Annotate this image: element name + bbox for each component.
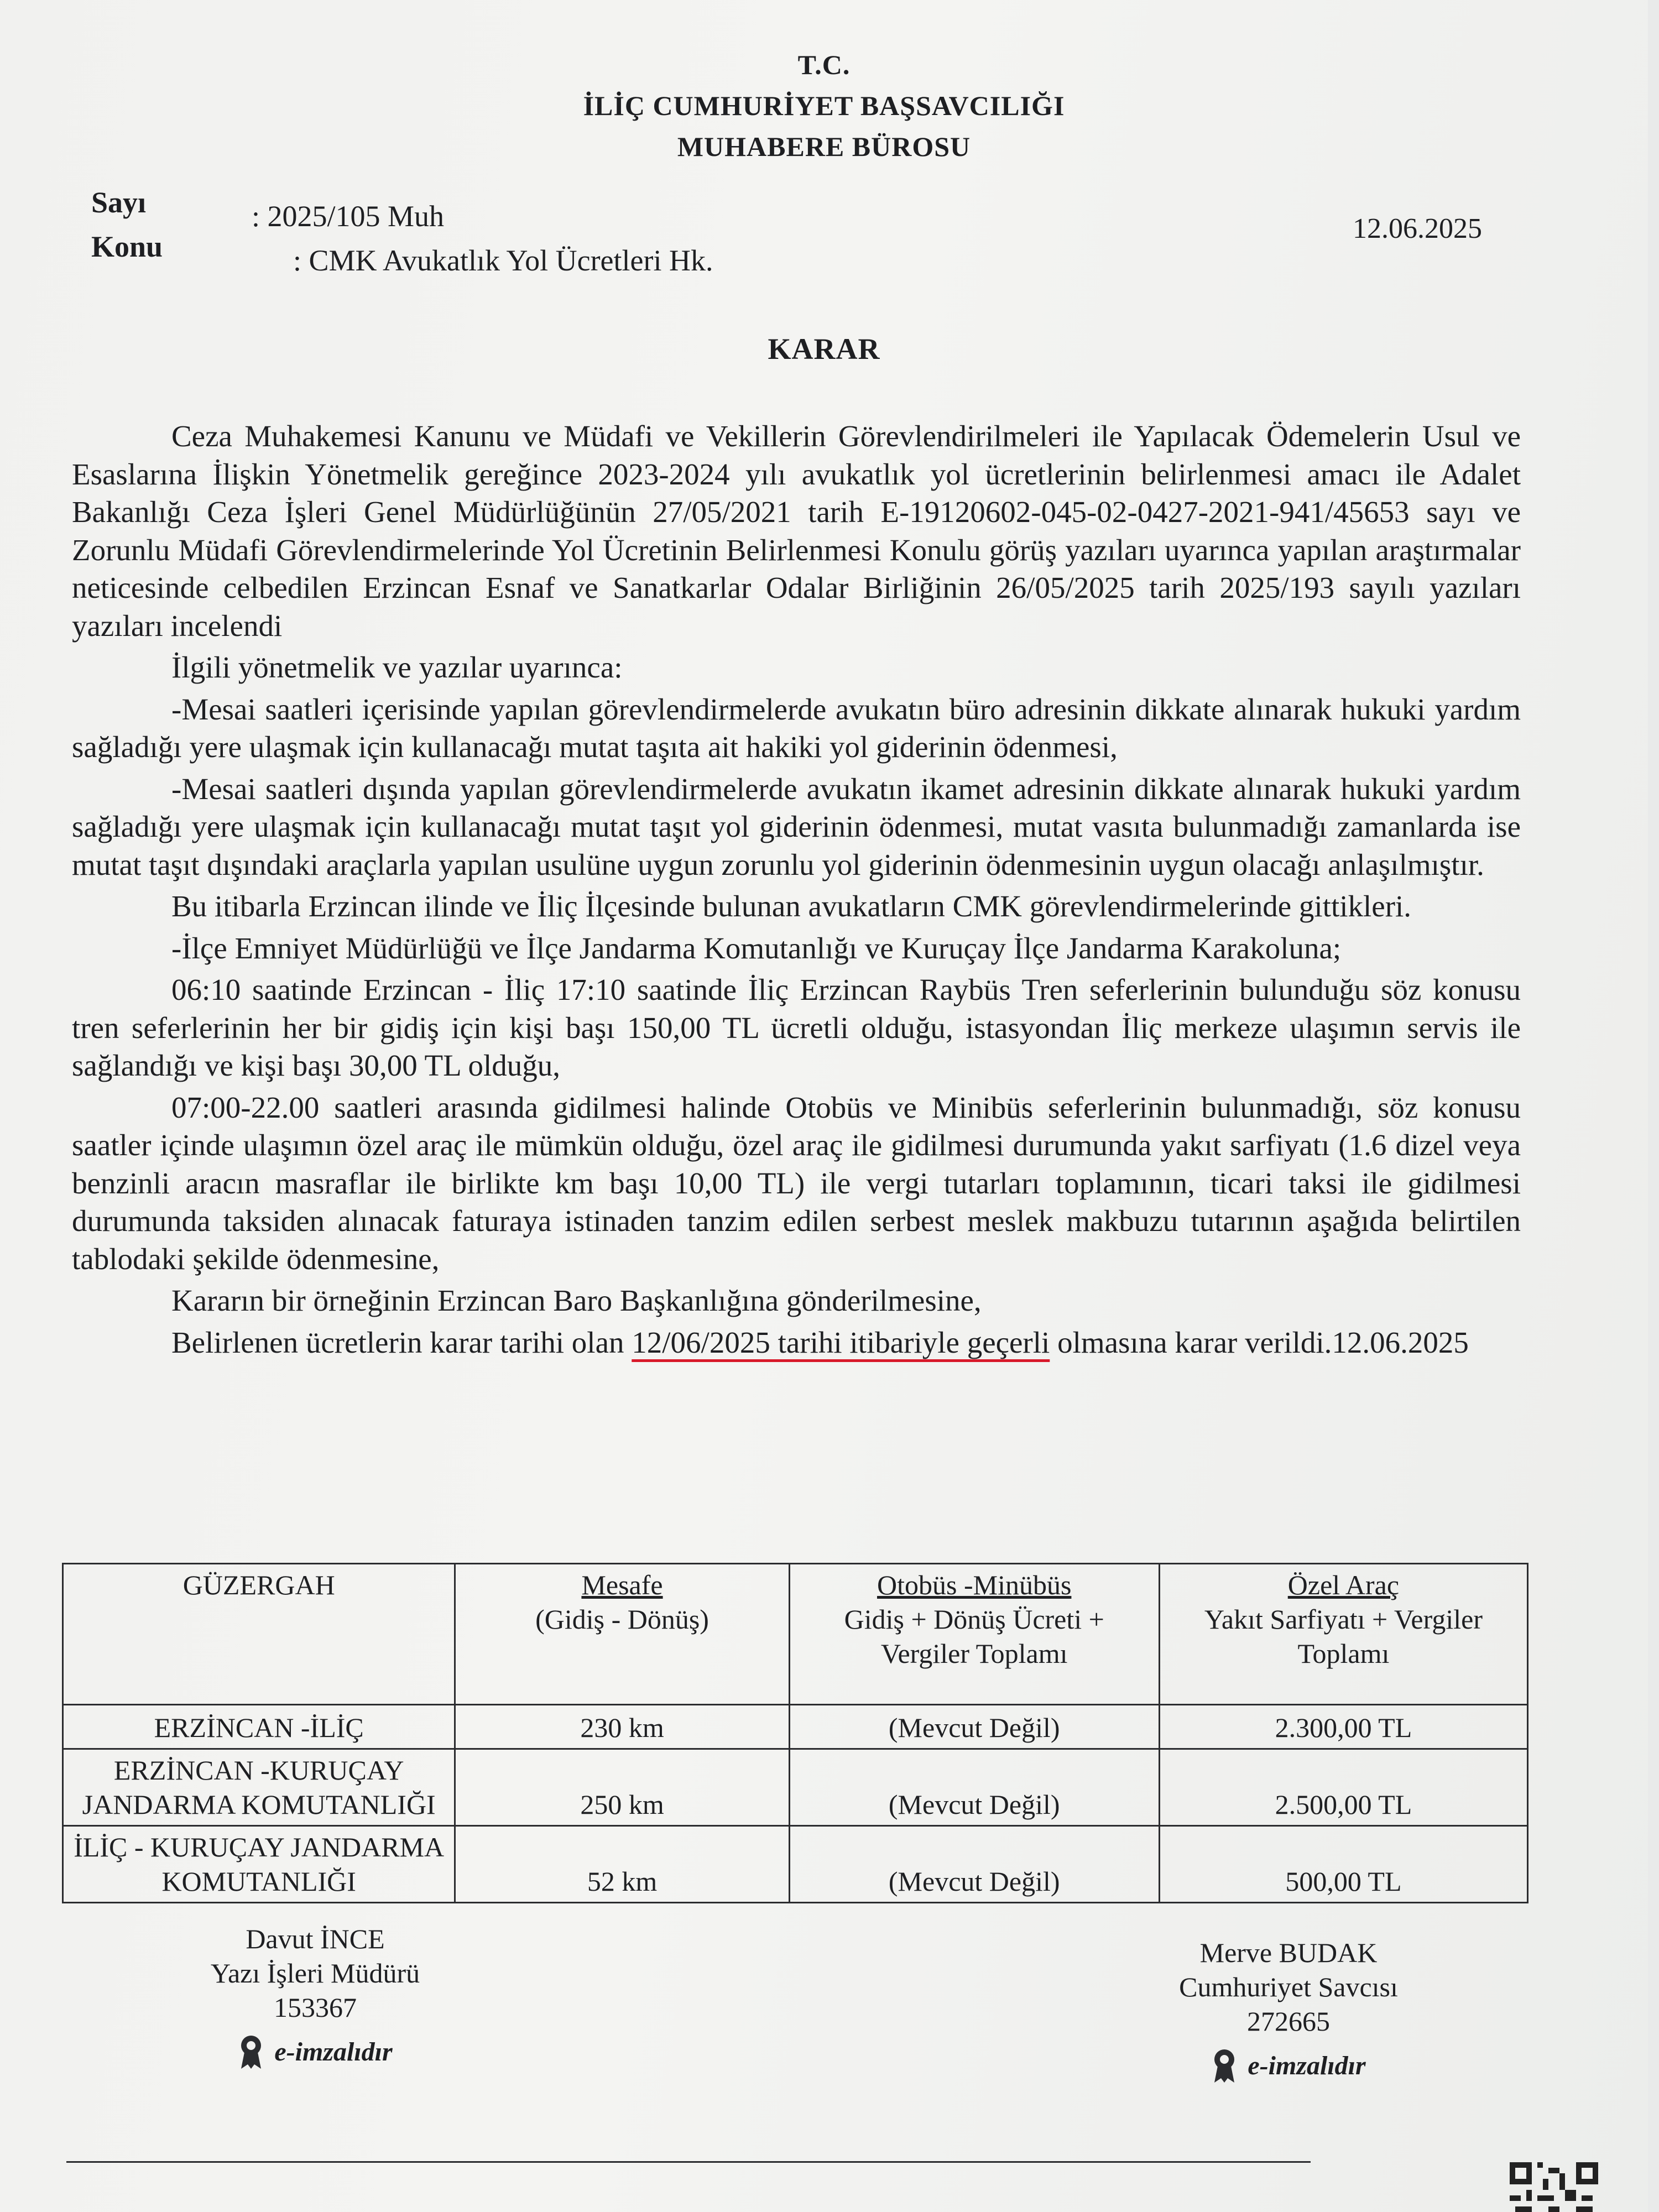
- esignature-mark: e-imzalıdır: [1156, 2048, 1421, 2084]
- cell-bus: (Mevcut Değil): [789, 1826, 1159, 1903]
- paragraph-train: 06:10 saatinde Erzincan - İliç 17:10 saatinde İliç Erzincan Raybüs Tren seferlerinin bulunduğu söz konusu tren seferlerinin her bir gidiş için kişi başı 150,00 TL ücretli olduğu, istasyondan İliç merkeze ulaşımın servis ile sağlandığı ve kişi başı 30,00 TL olduğu,: [72, 973, 1521, 1082]
- cell-distance: 250 km: [455, 1749, 789, 1826]
- paragraph-bar: Kararın bir örneğinin Erzincan Baro Başkanlığına gönderilmesine,: [171, 1284, 982, 1317]
- validity-date-highlight: 12/06/2025 tarihi itibariyle geçerli: [632, 1325, 1050, 1359]
- table-row: [63, 1826, 1528, 1903]
- header-route: GÜZERGAH: [63, 1564, 455, 1705]
- fee-table: [62, 1563, 1528, 1903]
- signer-name: Davut İNCE: [246, 1923, 385, 1954]
- paragraph-lawyers: Bu itibarla Erzincan ilinde ve İliç İlçesinde bulunan avukatların CMK görevlendirmelerinde gittikleri.: [171, 889, 1412, 923]
- paragraph-car: 07:00-22.00 saatleri arasında gidilmesi halinde Otobüs ve Minibüs seferlerinin bulunmadığı, söz konusu saatler içinde ulaşımın özel araç ile mümkün olduğu, özel araç ile gidilmesi durumunda yakıt sarfiyatı (1.6 dizel veya benzinli aracın masraflar ile birlikte km başı 10,00 TL) ile vergi tutarları toplamının, ticari taksi ile gidilmesi durumunda taksiden alınacak faturaya istinaden tanzim edilen serbest meslek makbuzu tutarının aşağıda belirtilen tablodaki şekilde ödenmesine,: [72, 1090, 1521, 1276]
- cell-bus: (Mevcut Değil): [789, 1749, 1159, 1826]
- table-row: [63, 1705, 1528, 1749]
- sayi-value: : 2025/105 Muh: [252, 200, 445, 233]
- qr-code-icon: [1510, 2162, 1598, 2212]
- paragraph-intro: Ceza Muhakemesi Kanunu ve Müdafi ve Vekillerin Görevlendirilmeleri ile Yapılacak Ödemelerin Usul ve Esaslarına İlişkin Yönetmelik gereğince 2023-2024 yılı avukatlık yol ücretlerinin belirlenmesi amacı ile Adalet Bakanlığı Ceza İşleri Genel Müdürlüğünün 27/05/2021 tarih E-19120602-045-02-0427-2021-941/45653 sayı ve Zorunlu Müdafi Görevlendirmelerinde Yol Ücretinin Belirlenmesi Konulu görüş yazıları uyarınca yapılan araştırmalar neticesinde celbedilen Erzincan Esnaf ve Sanatkarlar Odalar Birliğinin 26/05/2025 tarih 2025/193 sayılı yazıları yazıları incelendi: [72, 419, 1521, 643]
- signature-right: [1156, 1936, 1421, 2084]
- cell-distance: 52 km: [455, 1826, 789, 1903]
- paragraph-after-hours: -Mesai saatleri dışında yapılan görevlendirmelerde avukatın ikamet adresinin dikkate alınarak hukuki yardım sağladığı yere ulaşmak için kullanacağı mutat taşıt yol giderinin ödenmesi, mutat vasıta bulunmadığı zamanlarda ise mutat taşıt dışındaki araçlarla yapılan usulüne uygun zorunlu yol giderinin ödenmesinin uygun olacağı anlaşılmıştır.: [72, 771, 1521, 881]
- signer-number: 272665: [1247, 2006, 1330, 2037]
- paragraph-regulations: İlgili yönetmelik ve yazılar uyarınca:: [171, 650, 623, 684]
- paragraph-validity: Belirlenen ücretlerin karar tarihi olan 12/06/2025 tarihi itibariyle geçerli olmasına karar verildi.12.06.2025: [171, 1325, 1469, 1359]
- decision-title: KARAR: [768, 332, 880, 366]
- cell-car: 500,00 TL: [1159, 1826, 1527, 1903]
- sayi-label: Sayı: [91, 186, 147, 219]
- konu-label: Konu: [91, 230, 163, 263]
- esignature-mark: e-imzalıdır: [182, 2034, 448, 2070]
- header-private-car: Özel Araç Yakıt Sarfiyatı + Vergiler Toplamı: [1159, 1564, 1527, 1705]
- signature-left: [182, 1922, 448, 2070]
- konu-value: : CMK Avukatlık Yol Ücretleri Hk.: [293, 244, 713, 277]
- signer-number: 153367: [274, 1992, 357, 2023]
- header-tc: T.C.: [797, 49, 851, 80]
- header-distance: Mesafe (Gidiş - Dönüş): [455, 1564, 789, 1705]
- paragraph-destinations: -İlçe Emniyet Müdürlüğü ve İlçe Jandarma Komutanlığı ve Kuruçay İlçe Jandarma Karakoluna;: [171, 931, 1342, 965]
- footer-divider: [66, 2161, 1311, 2163]
- signer-title: Yazı İşleri Müdürü: [210, 1958, 420, 1989]
- cell-route: ERZİNCAN -İLİÇ: [63, 1705, 455, 1749]
- cell-car: 2.300,00 TL: [1159, 1705, 1527, 1749]
- paragraph-office-hours: -Mesai saatleri içerisinde yapılan görevlendirmelerde avukatın büro adresinin dikkate alınarak hukuki yardım sağladığı yere ulaşmak için kullanacağı mutat taşıta ait hakiki yol giderinin ödenmesi,: [72, 692, 1521, 764]
- header-office: İLİÇ CUMHURİYET BAŞSAVCILIĞI: [583, 90, 1065, 121]
- header-bureau: MUHABERE BÜROSU: [677, 131, 971, 162]
- cell-distance: 230 km: [455, 1705, 789, 1749]
- decision-body: [72, 418, 1521, 1365]
- document-header: [0, 44, 1648, 167]
- table-row: [63, 1749, 1528, 1826]
- cell-bus: (Mevcut Değil): [789, 1705, 1159, 1749]
- header-bus: Otobüs -Minübüs Gidiş + Dönüş Ücreti + Vergiler Toplamı: [789, 1564, 1159, 1705]
- signer-name: Merve BUDAK: [1199, 1937, 1378, 1968]
- seal-badge-icon: [238, 2034, 264, 2070]
- seal-badge-icon: [1211, 2048, 1238, 2084]
- cell-route: İLİÇ - KURUÇAY JANDARMA KOMUTANLIĞI: [63, 1826, 455, 1903]
- signer-title: Cumhuriyet Savcısı: [1179, 1971, 1398, 2002]
- document-date: 12.06.2025: [1353, 213, 1482, 244]
- cell-route: ERZİNCAN -KURUÇAY JANDARMA KOMUTANLIĞI: [63, 1749, 455, 1826]
- table-header-row: [63, 1564, 1528, 1705]
- cell-car: 2.500,00 TL: [1159, 1749, 1527, 1826]
